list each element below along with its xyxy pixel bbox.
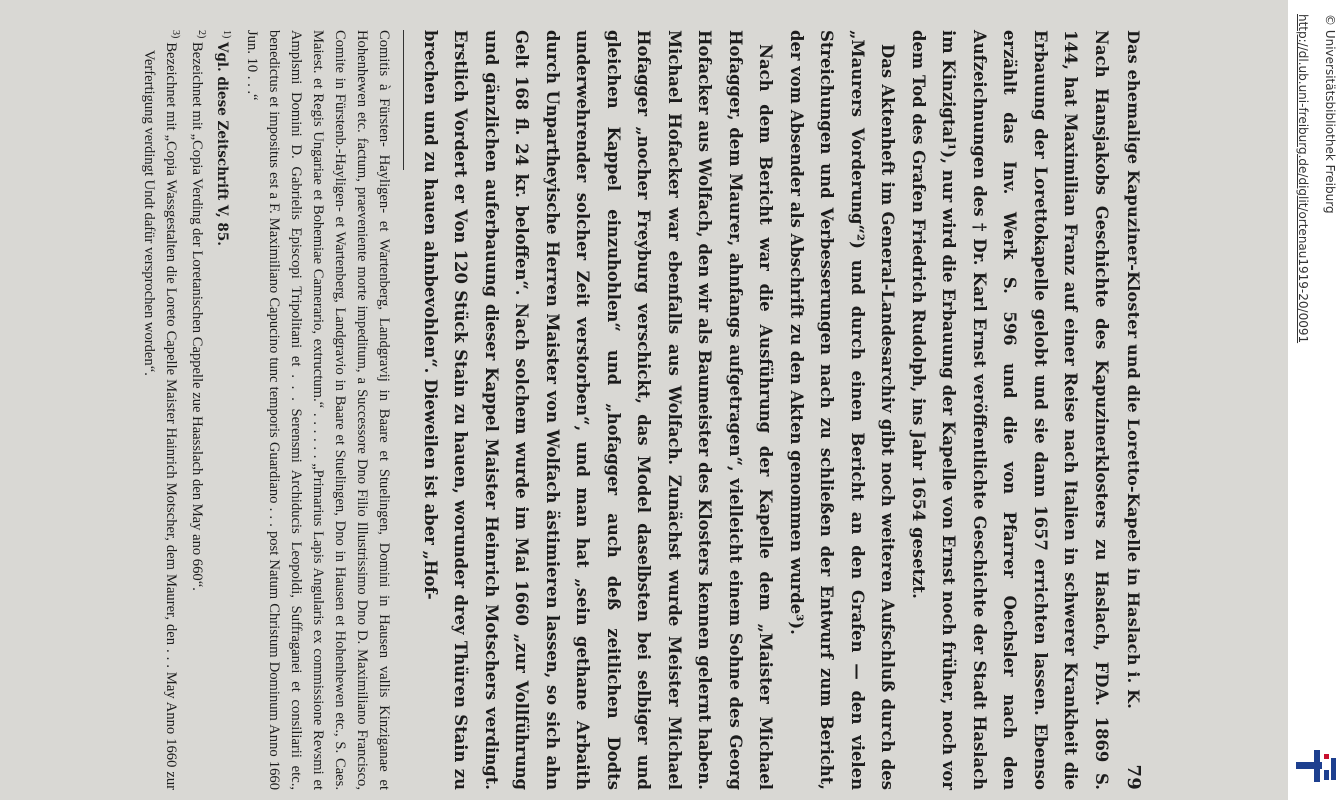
footnote-text: Bezeichnet mit „Copia Wassgestalten die Loreto Capelle Maister Hainrich Motscher, dem Maurer, den . . . May Anno 1660 zur Verfertigung verdingt Undt dafür versprochen worden“. bbox=[140, 42, 179, 790]
footnote bbox=[186, 30, 212, 790]
footnote-text: Bezeichnet mit „Copia Verding der Loretanischen Cappelle zue Haasslach den May ano 660“. bbox=[188, 42, 205, 591]
footnote-mark: 3) bbox=[169, 30, 181, 39]
page-content bbox=[40, 30, 1150, 790]
footnotes bbox=[138, 30, 238, 790]
paragraph: Das Aktenheft im General-Landesarchiv gibt noch weiteren Aufschluß durch des „Maurers Vorderung“²) und durch einen Bericht an den Grafen — den vielen Streichungen und Verbesserungen nach zu schließen der Entwurf zum Bericht, der vom Absender als Abschrift zu den Akten genommen wurde³). bbox=[787, 30, 898, 790]
running-header bbox=[1116, 30, 1150, 790]
logo-bar-small bbox=[1324, 770, 1329, 780]
footnote-text: Vgl. diese Zeitschrift V, 85. bbox=[214, 42, 231, 246]
page-number: 79 bbox=[1123, 764, 1144, 790]
paragraph: Nach dem Bericht war die Ausführung der Kapelle dem „Maister Michael Hofagger, dem Maurer, ahnfangs aufgetragen“, vielleicht einem Sohne des Georg Hofacker aus Wolfach, den wir als Baumeister des Klosters kennen gelernt haben. Michael Hofacker war ebenfalls aus Wolfach. Zunächst wurde Meister Michael Hofagger „nocher Freyburg verschickt, das Model daselbsten bei selbiger und gleichen Kappel einzuhohlen“ und „hofagger auch deß zeitlichen Dodts underwehrender solcher Zeit verstorben“, und man hat „sein gethane Arbaith durch Unpartheyische Herren Maister von Wolfach ästimieren lassen, so sich ahn Gelt 168 fl. 24 kr. beloffen“. Nach solchem wurde im Mai 1660 „zur Vollführung und gänzlichen auferbauung dieser Kappel Maister Heinrich Motschers verdingt. Erstlich Vordert er Von 120 Stück Stain zu hauen, worunder drey Thüren Stain zu brechen und zu hauen ahnbevohlen“. Dieweilen ist aber „Hof- bbox=[421, 30, 776, 790]
latin-inscription: Comitis à Fürsten- Hayligen- et Wartenberg, Landgravij in Baare et Stuelingen, Domini in Hausen vallis Kinziganae et Hohenhewen etc. factum, praeveniente morte impeditum, a Successore Dno Filio Illustrissimo Dno D. Maximiliano Francisco, Comite in Fürstenb.-Hayligen- et Wartenberg, Landgravio in Baare et Stuelingen, Dno in Hausen et Hohenhewen etc., S. Caes. Maiest. et Regis Ungariae et Bohemiae Camerario, extructum.“ . . . . . . „Primarius Lapis Angularis ex commissione Revsmi et Amplsmi Domini D. Gabrielis Episcopi Tripolitani et . . . Serensmi Archiducis Leopoldi, Suffraganei et consiliarii etc., benedictus et impositus est a F. Maximiliano Capucino tunc temporis Guardiano . . . post Natum Christum Dominum Anno 1660 Jun. 10 . . .“ bbox=[244, 30, 393, 790]
copyright-notice: © Universitätsbibliothek Freiburg bbox=[1323, 14, 1337, 214]
footnote-mark: 2) bbox=[195, 30, 207, 39]
logo-bar-small-2 bbox=[1331, 758, 1336, 780]
logo-square-red bbox=[1324, 754, 1329, 759]
footnote bbox=[212, 30, 238, 790]
body-text bbox=[415, 30, 1117, 790]
footnote-mark: 1) bbox=[221, 30, 233, 39]
footnote bbox=[138, 30, 186, 790]
logo-bar-vertical bbox=[1314, 750, 1320, 782]
footnote-divider bbox=[404, 30, 405, 170]
ub-freiburg-logo-icon bbox=[1294, 748, 1338, 784]
source-url-link[interactable]: http://dl.ub.uni-freiburg.de/diglit/ortenau1919-20/0091 bbox=[1296, 14, 1310, 344]
paragraph: Nach Hansjakobs Geschichte des Kapuzinerklosters zu Haslach, FDA. 1869 S. 144, hat Maximilian Franz auf einer Reise nach Italien in schwerer Krankheit die Erbauung der Lorettokapelle gelobt und sie dann 1657 errichten lassen. Ebenso erzählt das Inv. Werk S. 596 und die von Pfarrer Oechsler nach den Aufzeichnungen des † Dr. Karl Ernst veröffentlichte Geschichte der Stadt Haslach im Kinzigtal¹), nur wird die Erbauung der Kapelle von Ernst noch früher, noch vor dem Tod des Grafen Friedrich Rudolph, ins Jahr 1654 gesetzt. bbox=[909, 30, 1111, 790]
running-title: Das ehemalige Kapuziner-Kloster und die Loretto-Kapelle in Haslach i. K. bbox=[1124, 30, 1143, 710]
